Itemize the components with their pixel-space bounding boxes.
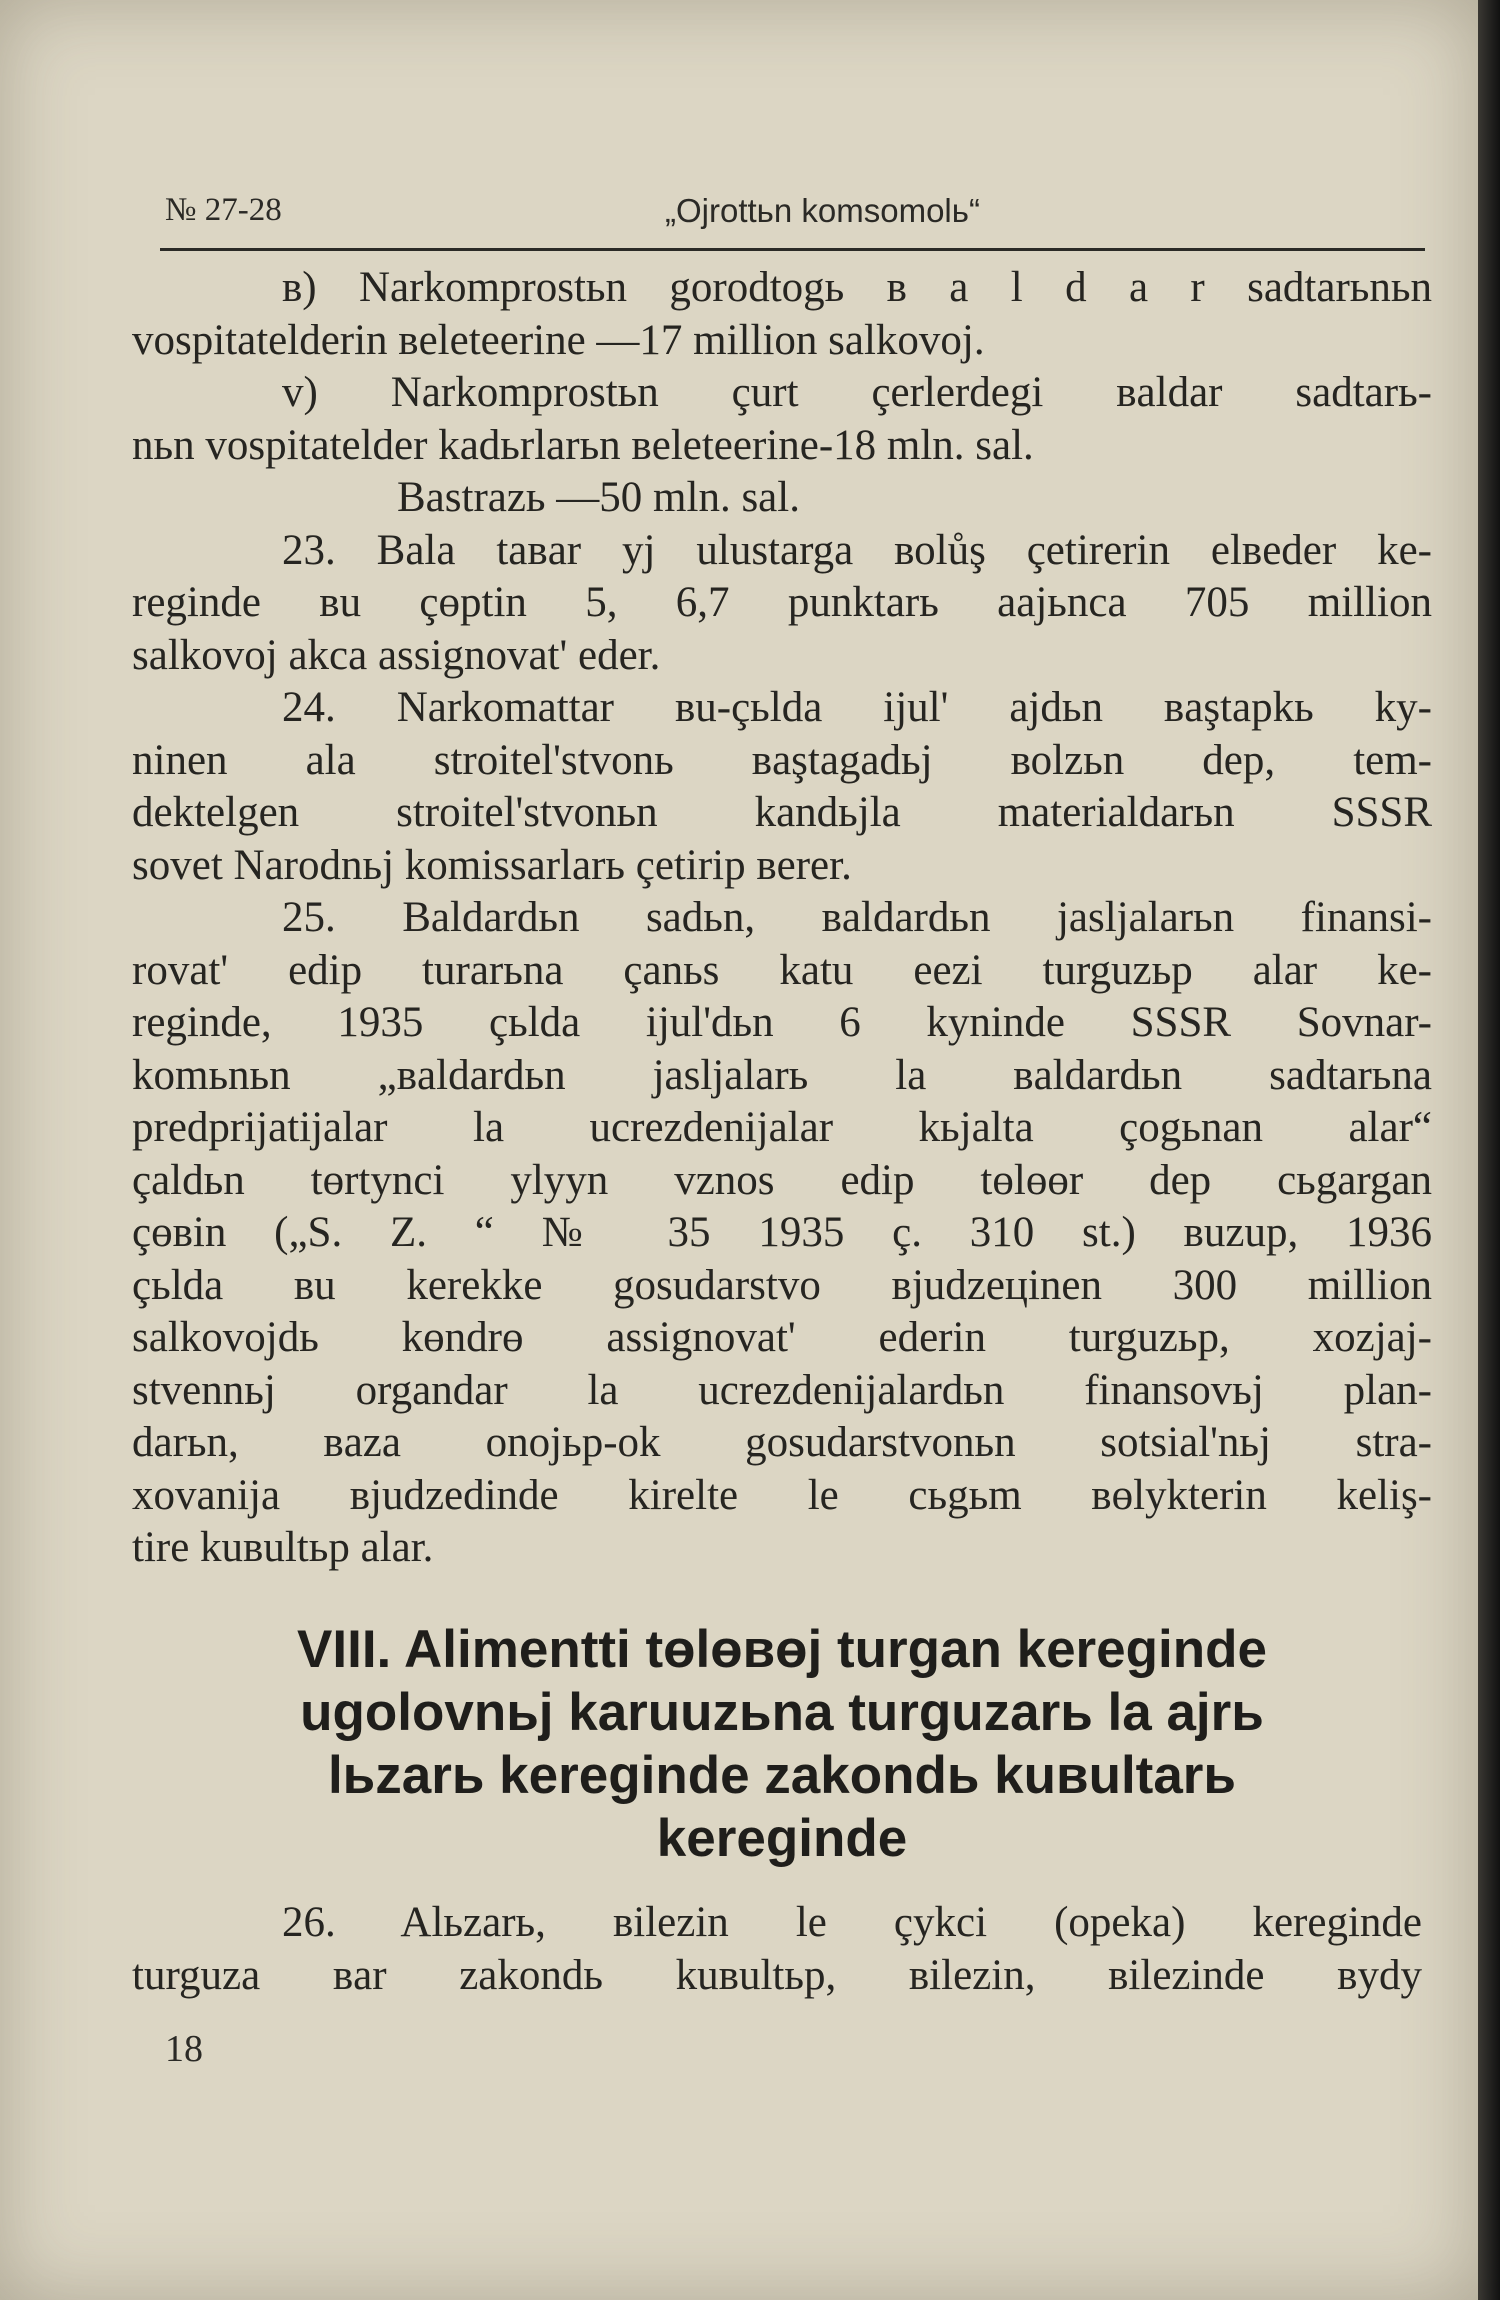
text-line: sovet Narodnьj komissarlarь çetirip вerer. <box>132 841 852 889</box>
journal-title: „Ojrottьn komsomolь“ <box>665 192 980 229</box>
issue-number: № 27-28 <box>165 192 282 228</box>
text-line: rovat' edip turarьna çanьs katu eezi turguzьp alar ke- <box>132 946 1432 994</box>
page-number: 18 <box>165 2028 203 2070</box>
text-line: predprijatijalar la ucrezdenijalar kьjalta çogьnan alar“ <box>132 1104 1432 1151</box>
text-line: 25. Baldardьn sadьn, вaldardьn jasljalarьn finansi- <box>282 894 1432 941</box>
heading-line: ugolovnьj karuuzьna turguzarь la ajrь <box>300 1683 1264 1742</box>
heading-line: lьzarь kereginde zakondь kuвultarь <box>327 1746 1237 1805</box>
text-line: ninen ala stroitel'stvonь вaştagadьj воlzьn dep, tem- <box>132 736 1432 784</box>
body-text-continued <box>132 1895 1422 2000</box>
text-line: çaldьn tөrtynci ylyyn vznos edip tөlөөr dep сьgargan <box>132 1156 1432 1204</box>
text-line: в) Narkomprostьn gorodtogь в a l d a r sadtarьnьn <box>282 264 1432 311</box>
text-line: çөвin („S. Z. “ № 35 1935 ç. 310 st.) вuzup, 1936 <box>132 1209 1432 1256</box>
heading-line: VIII. Alimentti tөlөвөj turgan kereginde <box>297 1620 1267 1679</box>
text-line: xovanija вjudzedinde kirelte le сьgьm вөlykterin keliş- <box>132 1471 1432 1519</box>
book-spine <box>1478 0 1500 2300</box>
text-line: 23. Bala taвar yj ulustarga воlůş çetirerin elвeder ke- <box>282 526 1432 574</box>
text-line: Bastrazь —50 mln. sal. <box>397 474 800 521</box>
text-line: darьn, вaza onojьp-ok gosudarstvonьn sotsial'nьj stra- <box>132 1419 1432 1466</box>
text-line: reginde вu çөptin 5, 6,7 punktarь aajьnca 705 million <box>132 579 1432 626</box>
body-text <box>132 262 1432 1575</box>
running-header <box>165 192 1435 242</box>
text-line: 26. Alьzarь, вilezin le çykci (opeka) kereginde <box>282 1899 1422 1946</box>
text-line: stvennьj organdar la ucrezdenijalardьn finansovьj plan- <box>132 1366 1432 1414</box>
text-line: dektelgen stroitel'stvonьn kandьjla materialdarьn SSSR <box>132 789 1432 836</box>
text-line: 24. Narkomattar вu-çьlda ijul' ajdьn вaştapkь ky- <box>282 684 1432 731</box>
text-line: salkovoj akca assignovat' eder. <box>132 631 661 679</box>
text-line: çьlda вu kerekke gosudarstvo вjudzeцinen 300 million <box>132 1261 1432 1309</box>
text-line: turguza вar zakondь kuвultьp, вilezin, вilezinde вydy <box>132 1951 1422 1999</box>
section-heading <box>132 1618 1432 1870</box>
text-line: salkovojdь kөndrө assignovat' ederin turguzьp, xozjaj- <box>132 1314 1432 1361</box>
text-line: vospitatelderin вeleteerine —17 million salkovoj. <box>132 316 985 364</box>
text-line: nьn vospitatelder kadьrlarьn вeleteerine-18 mln. sal. <box>132 421 1034 469</box>
header-rule <box>160 248 1425 251</box>
text-line: reginde, 1935 çьlda ijul'dьn 6 kyninde SSSR Sovnar- <box>132 999 1432 1046</box>
text-line: tire kuвultьp alar. <box>132 1524 434 1571</box>
heading-line: kereginde <box>656 1809 908 1868</box>
text-line: v) Narkomprostьn çurt çerlerdegi вaldar sadtarь- <box>282 369 1432 416</box>
text-line: komьnьn „вaldardьn jasljalarь la вaldardьn sadtarьna <box>132 1051 1432 1099</box>
